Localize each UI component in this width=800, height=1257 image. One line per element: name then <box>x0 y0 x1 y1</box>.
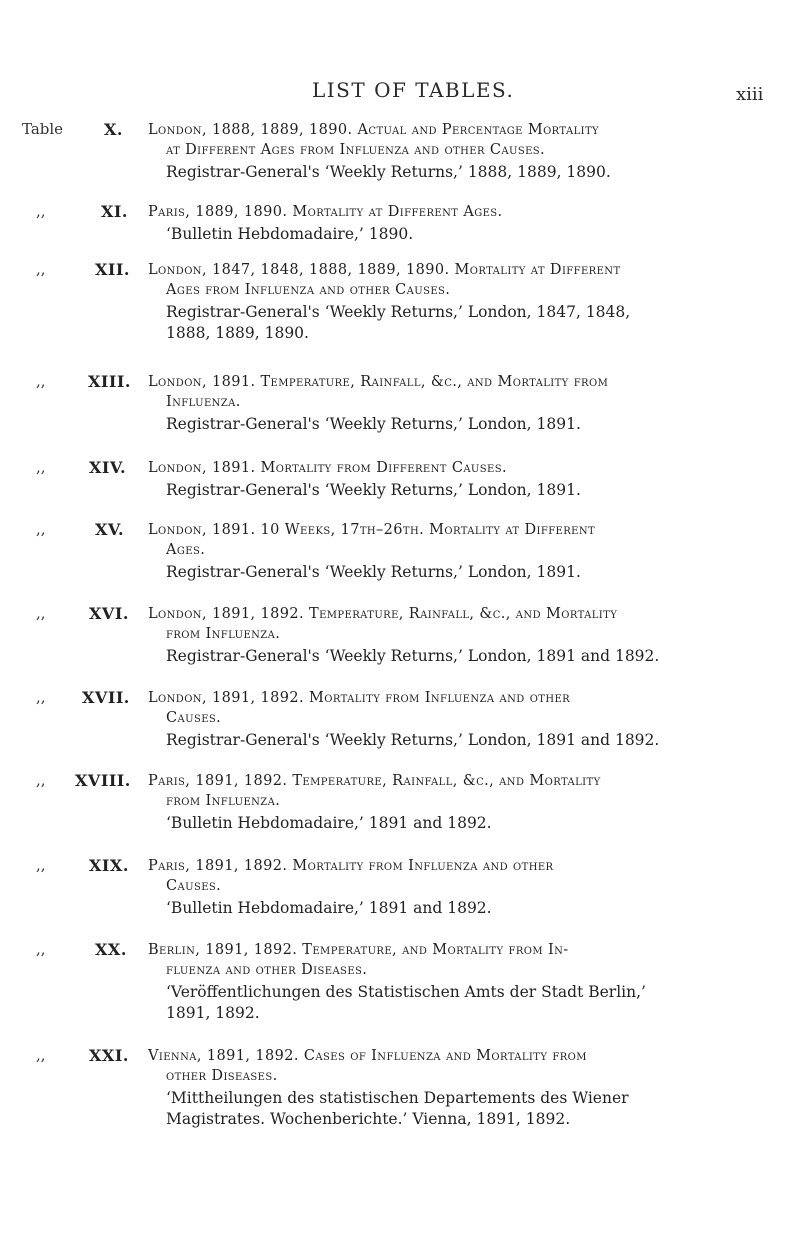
entry-title-line: Berlin, 1891, 1892. Temperature, and Mortality from In- <box>148 942 569 958</box>
entry-title <box>148 1046 780 1086</box>
running-title: LIST OF TABLES. <box>312 78 515 102</box>
entry-title-line: at Different Ages from Influenza and other Causes. <box>166 142 546 158</box>
page-header <box>0 78 800 108</box>
entry-source: Registrar-General's ‘Weekly Returns,’ London, 1891. <box>166 481 581 499</box>
entry-title-line: London, 1847, 1848, 1888, 1889, 1890. Mortality at Different <box>148 262 621 278</box>
entry-source: ‘Bulletin Hebdomadaire,’ 1890. <box>166 225 414 243</box>
entry-title-line: fluenza and other Diseases. <box>166 962 368 978</box>
entry-title <box>148 856 780 896</box>
entry-source <box>166 1088 780 1130</box>
entry-title-line: from Influenza. <box>166 793 281 809</box>
entry-source-line: ‘Mittheilungen des statistischen Departements des Wiener <box>166 1089 629 1107</box>
entry-prefix: ,, <box>36 260 46 278</box>
entry-title-line: London, 1891, 1892. Mortality from Influenza and other <box>148 690 571 706</box>
entry-numeral: XX. <box>95 940 127 959</box>
entry-title <box>148 520 780 560</box>
entry-source: ‘Bulletin Hebdomadaire,’ 1891 and 1892. <box>166 899 492 917</box>
entry-source: Registrar-General's ‘Weekly Returns,’ London, 1891. <box>166 415 581 433</box>
entry-numeral: XIX. <box>89 856 129 875</box>
entry-title-line: Causes. <box>166 710 222 726</box>
entry-title-line: from Influenza. <box>166 626 281 642</box>
entry-source: Registrar-General's ‘Weekly Returns,’ London, 1891 and 1892. <box>166 731 660 749</box>
entry-title-line: London, 1891. 10 Weeks, 17th–26th. Mortality at Different <box>148 522 596 538</box>
entry-title-line: Paris, 1891, 1892. Temperature, Rainfall, &c., and Mortality <box>148 773 601 789</box>
entry-source-line: Magistrates. Wochenberichte.’ Vienna, 1891, 1892. <box>166 1110 571 1128</box>
entry-title-line: Vienna, 1891, 1892. Cases of Influenza and Mortality from <box>148 1048 587 1064</box>
entry-source-line: ‘Veröffentlichungen des Statistischen Amts der Stadt Berlin,’ <box>166 983 646 1001</box>
entry-title-line: Ages. <box>166 542 206 558</box>
entry-title <box>148 458 780 478</box>
entry-prefix: Table <box>22 120 64 138</box>
entry-prefix: ,, <box>36 940 46 958</box>
entry-title-line: London, 1891, 1892. Temperature, Rainfall, &c., and Mortality <box>148 606 618 622</box>
entry-prefix: ,, <box>36 202 46 220</box>
entry-title <box>148 604 780 644</box>
entry-source: ‘Bulletin Hebdomadaire,’ 1891 and 1892. <box>166 814 492 832</box>
entry-numeral: XIII. <box>88 372 131 391</box>
entry-source-line: 1888, 1889, 1890. <box>166 324 309 342</box>
entry-title <box>148 940 780 980</box>
page-number: xiii <box>736 84 764 105</box>
entry-numeral: XIV. <box>89 458 127 477</box>
entry-numeral: XVIII. <box>75 771 131 790</box>
entry-title-line: Causes. <box>166 878 222 894</box>
entry-numeral: X. <box>104 120 123 139</box>
entry-prefix: ,, <box>36 372 46 390</box>
entry-source-line: Registrar-General's ‘Weekly Returns,’ London, 1847, 1848, <box>166 303 631 321</box>
entry-title <box>148 372 780 412</box>
entry-prefix: ,, <box>36 604 46 622</box>
entry-source <box>166 302 780 344</box>
entry-numeral: XVII. <box>82 688 130 707</box>
entry-prefix: ,, <box>36 458 46 476</box>
entry-title-line: London, 1891. Mortality from Different Causes. <box>148 460 507 476</box>
entry-prefix: ,, <box>36 520 46 538</box>
entry-title-line: London, 1891. Temperature, Rainfall, &c., and Mortality from <box>148 374 609 390</box>
entry-title-line: Influenza. <box>166 394 241 410</box>
entry-numeral: XII. <box>95 260 130 279</box>
entry-prefix: ,, <box>36 771 46 789</box>
entry-source: Registrar-General's ‘Weekly Returns,’ London, 1891 and 1892. <box>166 647 660 665</box>
entry-title <box>148 260 780 300</box>
entry-title-line: London, 1888, 1889, 1890. Actual and Percentage Mortality <box>148 122 600 138</box>
entry-source: Registrar-General's ‘Weekly Returns,’ 1888, 1889, 1890. <box>166 163 611 181</box>
entry-source-line: 1891, 1892. <box>166 1004 260 1022</box>
entry-title-line: Paris, 1889, 1890. Mortality at Different Ages. <box>148 204 503 220</box>
entry-prefix: ,, <box>36 688 46 706</box>
entry-prefix: ,, <box>36 856 46 874</box>
entry-numeral: XVI. <box>89 604 129 623</box>
entry-title <box>148 771 780 811</box>
entry-numeral: XXI. <box>89 1046 129 1065</box>
entry-source <box>166 982 780 1024</box>
entry-title-line: Paris, 1891, 1892. Mortality from Influenza and other <box>148 858 554 874</box>
entry-prefix: ,, <box>36 1046 46 1064</box>
entry-title-line: other Diseases. <box>166 1068 278 1084</box>
entry-numeral: XI. <box>101 202 128 221</box>
entry-numeral: XV. <box>95 520 125 539</box>
entry-title-line: Ages from Influenza and other Causes. <box>166 282 451 298</box>
entry-title <box>148 120 780 160</box>
entry-title <box>148 688 780 728</box>
entry-source: Registrar-General's ‘Weekly Returns,’ London, 1891. <box>166 563 581 581</box>
entry-title <box>148 202 780 222</box>
